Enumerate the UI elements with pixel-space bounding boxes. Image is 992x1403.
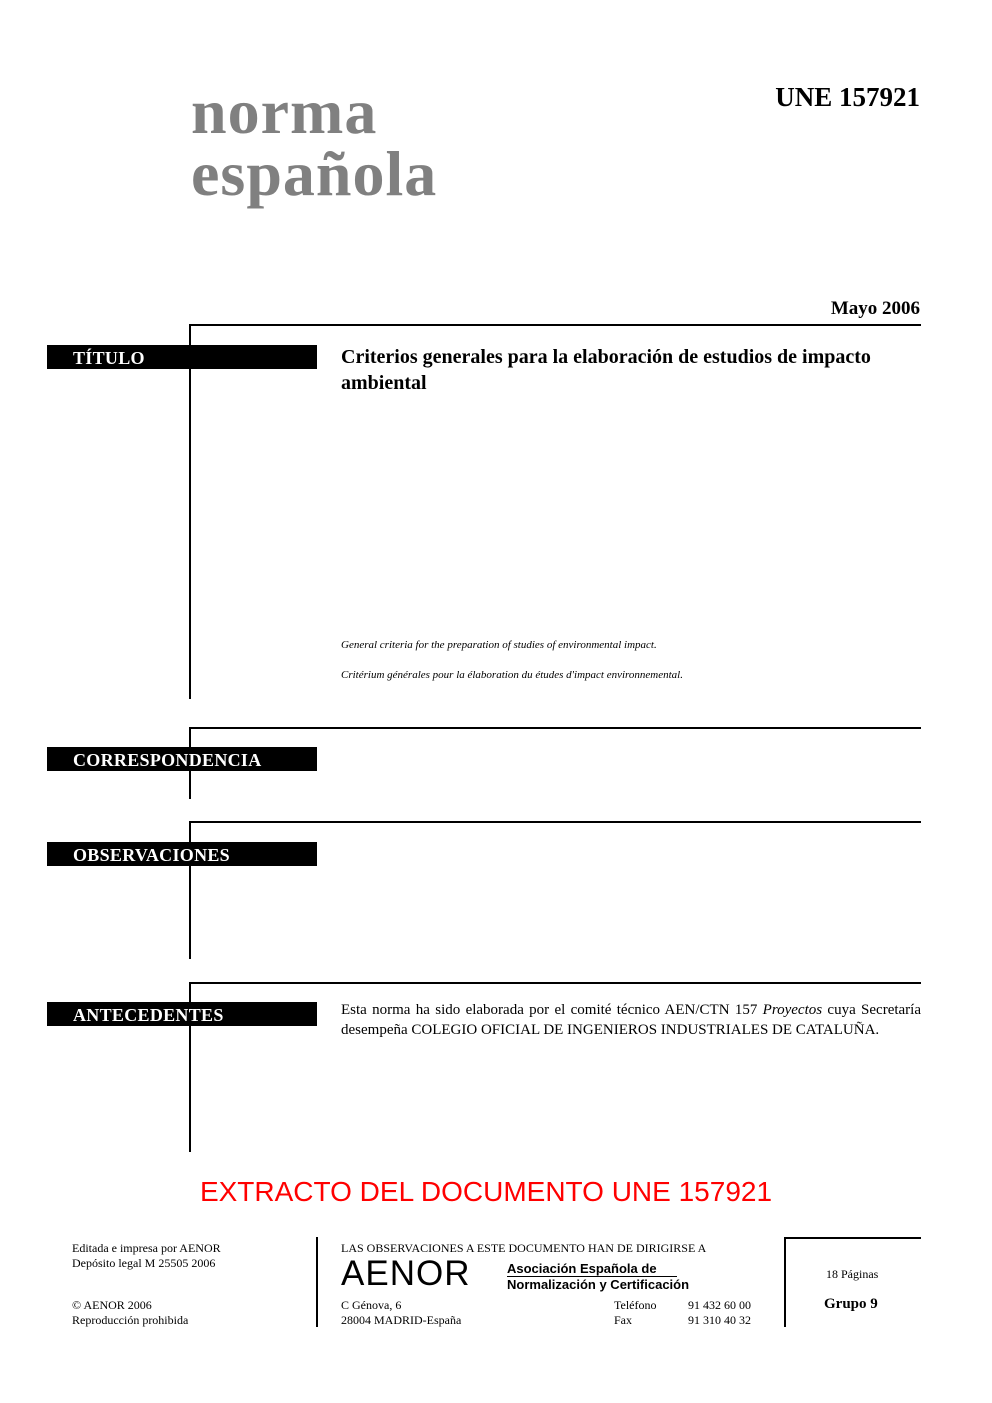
section-divider-observaciones [189, 821, 921, 823]
footer-edited: Editada e impresa por AENOR [72, 1241, 221, 1255]
norma-title-line2: española [191, 138, 438, 209]
footer-copyright: © AENOR 2006 [72, 1298, 152, 1312]
footer-pages: 18 Páginas [826, 1267, 879, 1281]
footer-box-top-rule [784, 1237, 921, 1239]
extract-notice: EXTRACTO DEL DOCUMENTO UNE 157921 [199, 1176, 773, 1207]
section-divider-titulo [189, 324, 921, 326]
footer-fax: 91 310 40 32 [688, 1313, 751, 1327]
footer-fax-label: Fax [614, 1313, 632, 1327]
antecedentes-text-part1: Esta norma ha sido elaborada por el comité técnico AEN/CTN 157 [341, 1002, 763, 1018]
label-antecedentes: ANTECEDENTES [47, 1002, 317, 1026]
title-english: General criteria for the preparation of studies of environmental impact. [341, 639, 657, 651]
label-titulo: TÍTULO [47, 345, 317, 369]
footer-phone-label: Teléfono [614, 1298, 657, 1312]
footer-rule-left [316, 1237, 318, 1327]
antecedentes-text-part2: cuya Secretaría desempeña COLEGIO OFICIAL DE INGENIEROS INDUSTRIALES DE CATALUÑA. [341, 1002, 921, 1038]
aenor-name-underline [507, 1276, 677, 1277]
section-divider-antecedentes [189, 982, 921, 984]
norma-title-line1: norma [191, 76, 378, 147]
section-rule-titulo [189, 324, 191, 699]
footer-box-left-rule [784, 1237, 786, 1327]
title-french: Critérium générales pour la élaboration du études d'impact environnemental. [341, 669, 683, 681]
footer-reproduction: Reproducción prohibida [72, 1313, 189, 1327]
section-divider-correspondencia [189, 727, 921, 729]
standard-code: UNE 157921 [775, 82, 920, 112]
aenor-name-line1: Asociación Española de [507, 1261, 657, 1276]
footer-address2: 28004 MADRID-España [341, 1313, 462, 1327]
antecedentes-text [341, 1000, 921, 1040]
document-title: Criterios generales para la elaboración de estudios de impacto ambiental [341, 346, 871, 394]
footer-observations: LAS OBSERVACIONES A ESTE DOCUMENTO HAN DE DIRIGIRSE A [341, 1241, 707, 1255]
footer-phone: 91 432 60 00 [688, 1298, 751, 1312]
antecedentes-committee-name: Proyectos [762, 1002, 823, 1018]
label-observaciones: OBSERVACIONES [47, 842, 317, 866]
footer-deposit: Depósito legal M 25505 2006 [72, 1256, 216, 1270]
footer-address1: C Génova, 6 [341, 1298, 402, 1312]
aenor-name-line2: Normalización y Certificación [507, 1277, 690, 1292]
label-correspondencia: CORRESPONDENCIA [47, 747, 317, 771]
publication-date: Mayo 2006 [830, 298, 920, 319]
aenor-logo: AENOR [341, 1254, 471, 1293]
aenor-full-name [507, 1261, 689, 1293]
footer-group: Grupo 9 [824, 1296, 878, 1312]
